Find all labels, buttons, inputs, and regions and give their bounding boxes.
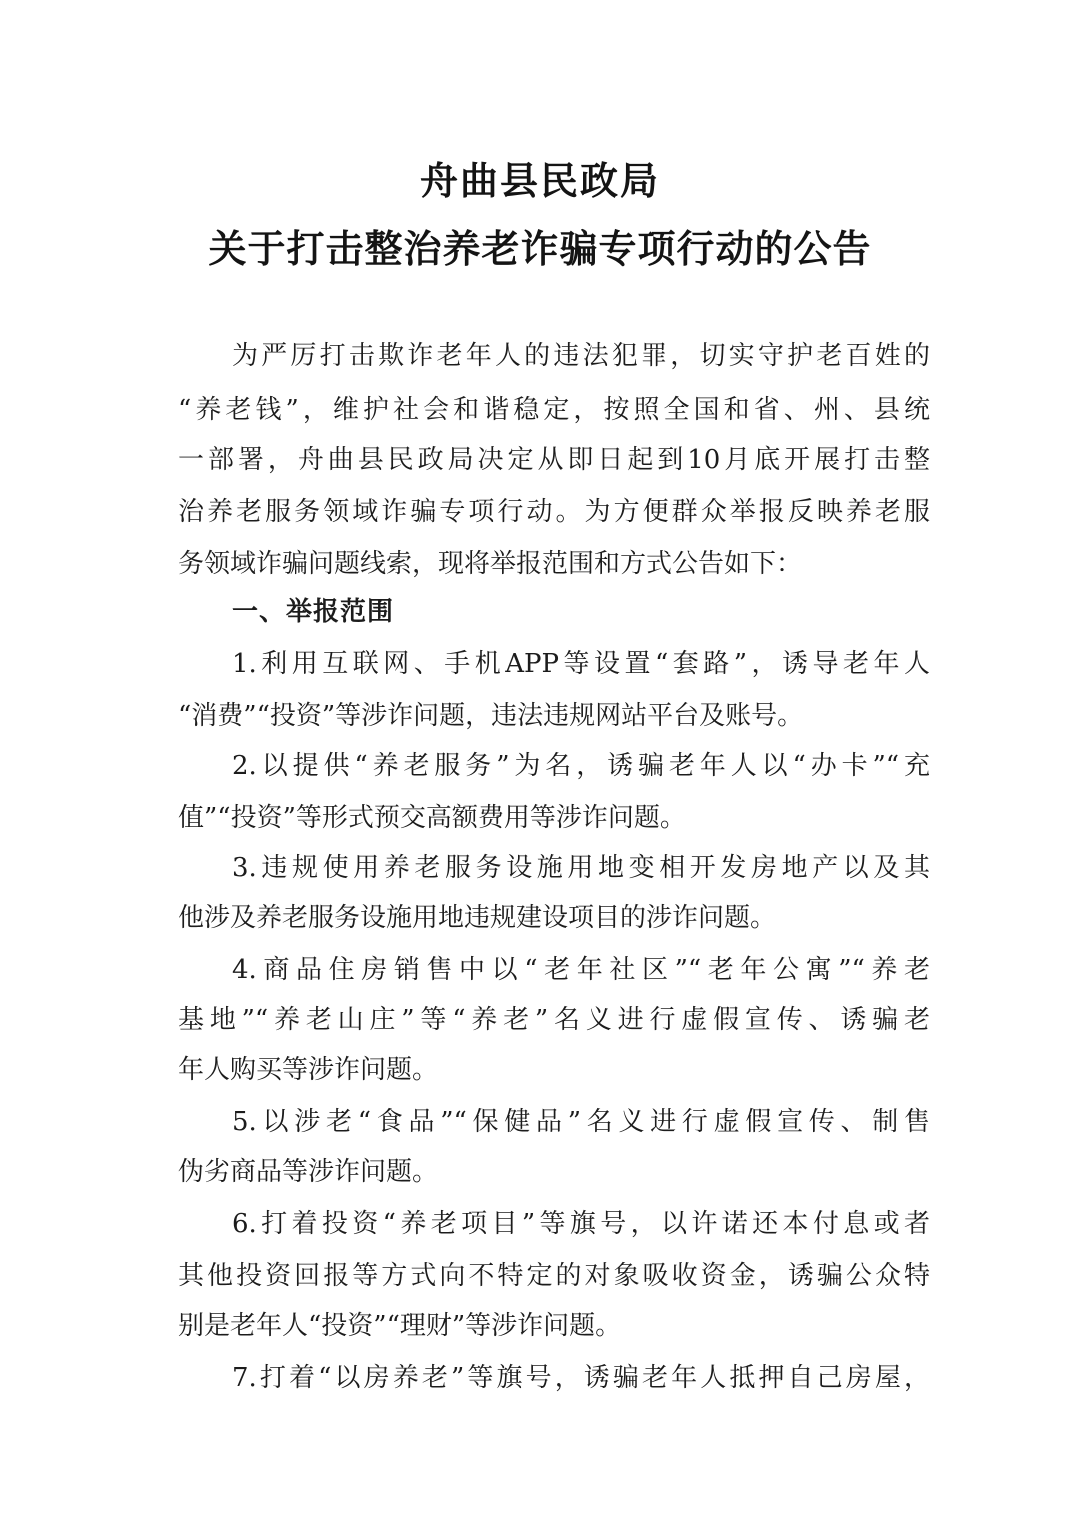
item-1-line: 1.利用互联网、手机APP等设置“套路”，诱导老年人 (232, 649, 930, 679)
intro-line: 为严厉打击欺诈老年人的违法犯罪，切实守护老百姓的 (232, 341, 930, 371)
item-5-line: 5.以涉老“食品”“保健品”名义进行虚假宣传、制售 (232, 1107, 930, 1137)
item-3-line: 3.违规使用养老服务设施用地变相开发房地产以及其 (232, 853, 930, 883)
item-6-line: 别是老年人“投资”“理财”等涉诈问题。 (178, 1311, 622, 1341)
item-2-line: 2.以提供“养老服务”为名，诱骗老年人以“办卡”“充 (232, 751, 930, 781)
item-1-line: “消费”“投资”等涉诈问题，违法违规网站平台及账号。 (178, 701, 804, 731)
item-5-line: 伪劣商品等涉诈问题。 (178, 1157, 439, 1187)
document-title-issuer: 舟曲县民政局 (419, 159, 660, 203)
section-heading-report-scope: 一、举报范围 (232, 597, 395, 627)
intro-line: 务领域诈骗问题线索，现将举报范围和方式公告如下： (178, 549, 803, 579)
item-4-line: 年人购买等涉诈问题。 (178, 1055, 439, 1085)
item-6-line: 6.打着投资“养老项目”等旗号，以许诺还本付息或者 (232, 1209, 930, 1239)
item-2-line: 值”“投资”等形式预交高额费用等涉诈问题。 (178, 803, 686, 833)
item-7-line: 7.打着“以房养老”等旗号，诱骗老年人抵押自己房屋， (232, 1363, 930, 1393)
item-4-line: 4.商品住房销售中以“老年社区”“老年公寓”“养老 (232, 955, 930, 985)
intro-line: 一部署，舟曲县民政局决定从即日起到10月底开展打击整 (178, 445, 930, 475)
item-6-line: 其他投资回报等方式向不特定的对象吸收资金，诱骗公众特 (178, 1261, 930, 1291)
intro-line: 治养老服务领域诈骗专项行动。为方便群众举报反映养老服 (178, 497, 930, 527)
item-4-line: 基地”“养老山庄”等“养老”名义进行虚假宣传、诱骗老 (178, 1005, 930, 1035)
intro-line: “养老钱”，维护社会和谐稳定，按照全国和省、州、县统 (178, 395, 930, 425)
document-title-subject: 关于打击整治养老诈骗专项行动的公告 (208, 227, 872, 271)
item-3-line: 他涉及养老服务设施用地违规建设项目的涉诈问题。 (178, 903, 777, 933)
